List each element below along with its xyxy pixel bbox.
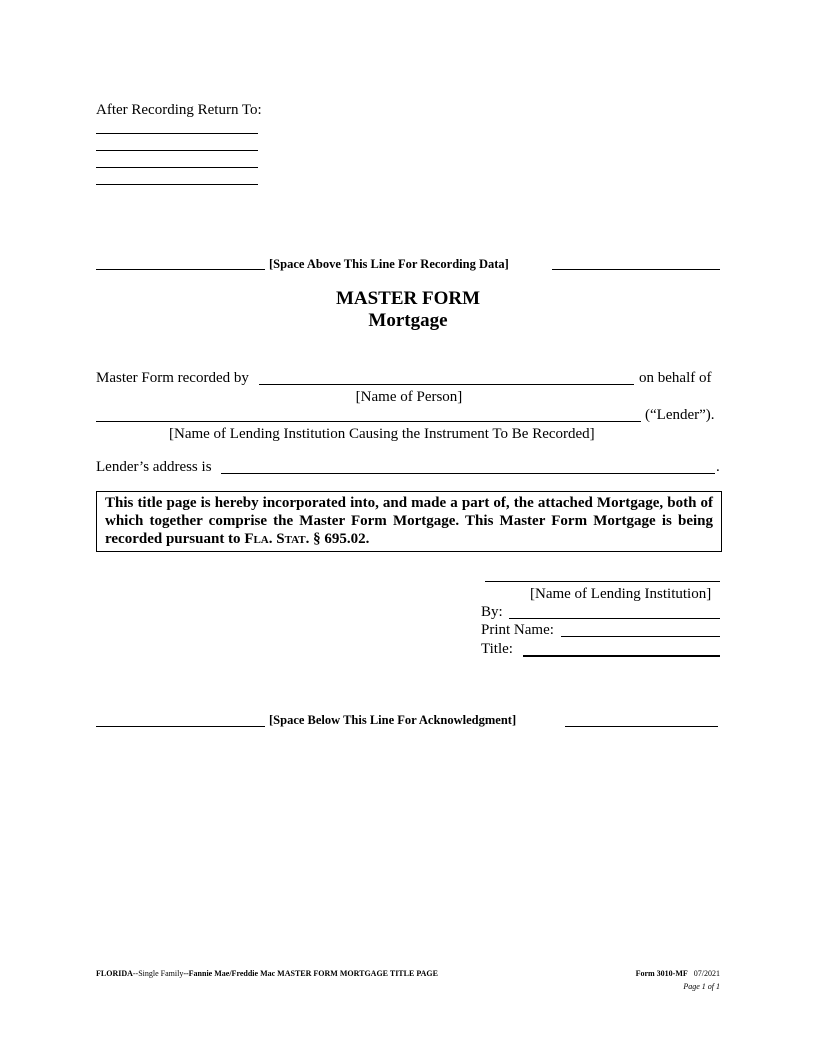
title-label: Title: [481, 641, 513, 657]
return-to-line-1[interactable] [96, 133, 258, 134]
footer-page-number: Page 1 of 1 [683, 982, 720, 991]
institution-name-line[interactable] [96, 421, 641, 422]
footer-form-number: Form 3010-MF [635, 969, 688, 978]
by-label: By: [481, 604, 503, 620]
lender-address-period: . [716, 459, 720, 475]
institution-signature-line[interactable] [485, 581, 720, 582]
print-name-line[interactable] [561, 636, 720, 637]
by-line[interactable] [509, 618, 720, 619]
return-to-label: After Recording Return To: [96, 102, 262, 118]
recorded-by-label: Master Form recorded by [96, 370, 249, 386]
footer-form-title [96, 969, 438, 979]
recording-divider-right [552, 269, 720, 270]
title-line[interactable] [523, 655, 720, 657]
print-name-label: Print Name: [481, 622, 554, 638]
notice-text-2: § 695.02. [309, 531, 370, 547]
footer-sep-2: -- [183, 969, 189, 978]
footer-form-id [636, 969, 720, 979]
institution-caption: [Name of Lending Institution Causing the Instrument To Be Recorded] [169, 426, 595, 442]
page-title: MASTER FORM [335, 288, 481, 309]
footer-family: Single Family [138, 969, 184, 978]
notice-text-1: This title page is hereby incorporated into, and made a part of, the attached Mortgage, both of which together comprise the Master Form Mortgage. This Master Form Mortgage is being recorded pursuant to [105, 495, 713, 547]
statute-reference: Fla. Stat. [244, 531, 310, 547]
person-name-caption: [Name of Person] [355, 389, 463, 405]
incorporation-notice [96, 491, 722, 552]
on-behalf-label: on behalf of [639, 370, 712, 386]
footer-state: FLORIDA [96, 969, 133, 978]
footer-form-date: 07/2021 [693, 969, 720, 978]
acknowledgment-divider-left [96, 726, 265, 727]
return-to-line-3[interactable] [96, 167, 258, 168]
footer-title: Fannie Mae/Freddie Mac MASTER FORM MORTGAGE TITLE PAGE [188, 969, 438, 978]
lender-label: (“Lender”). [645, 407, 715, 423]
return-to-line-4[interactable] [96, 184, 258, 185]
lender-address-line[interactable] [221, 473, 715, 474]
page-subtitle: Mortgage [368, 310, 448, 331]
recording-divider-left [96, 269, 265, 270]
recording-space-label: [Space Above This Line For Recording Data] [269, 257, 509, 271]
return-to-line-2[interactable] [96, 150, 258, 151]
person-name-line[interactable] [259, 384, 634, 385]
lender-address-label: Lender’s address is [96, 459, 212, 475]
footer-sep-1: -- [132, 969, 139, 978]
institution-signature-caption: [Name of Lending Institution] [530, 586, 712, 602]
acknowledgment-divider-right [565, 726, 718, 727]
acknowledgment-space-label: [Space Below This Line For Acknowledgment] [269, 713, 517, 727]
